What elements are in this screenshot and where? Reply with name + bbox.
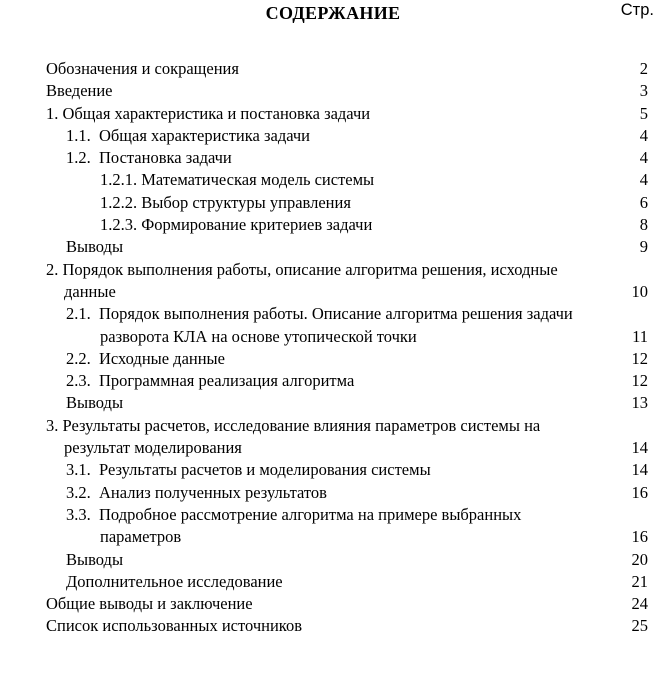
- toc-entry-text: Список использованных источников: [46, 616, 302, 636]
- toc-entry-text: 1.2.1. Математическая модель системы: [100, 170, 375, 190]
- toc-entry-text-line1: 2. Порядок выполнения работы, описание алгоритма решения, исходные: [46, 259, 558, 279]
- toc-entry: [0, 259, 666, 304]
- toc-entry: [0, 147, 666, 169]
- toc-entry: [0, 236, 666, 258]
- toc-entry-text: 3.2. Анализ полученных результатов: [66, 482, 327, 502]
- toc-entry-text: Выводы: [66, 549, 124, 569]
- toc-entry-text-line2: результат моделирования: [64, 438, 242, 458]
- toc-entry: [0, 504, 666, 549]
- toc-entry-text: 2.3. Программная реализация алгоритма: [66, 371, 355, 391]
- toc-entry: [0, 392, 666, 414]
- toc-entry: [0, 370, 666, 392]
- toc-entry: [0, 571, 666, 593]
- toc-entry-page: 6: [639, 192, 648, 212]
- toc-entry-text-line2: параметров: [100, 527, 182, 547]
- toc-entry-text: Дополнительное исследование: [66, 571, 283, 591]
- toc-entry-text-line2: данные: [64, 281, 116, 301]
- toc-entry-page: 8: [639, 215, 648, 235]
- toc-entry: [0, 103, 666, 125]
- toc-entry-text: 1.2.3. Формирование критериев задачи: [100, 215, 373, 235]
- toc-entry: [0, 214, 666, 236]
- toc-entry: [0, 125, 666, 147]
- toc-entry: [0, 615, 666, 637]
- table-of-contents: [0, 58, 666, 638]
- toc-entry-text: Выводы: [66, 393, 124, 413]
- toc-entry: [0, 80, 666, 102]
- toc-entry-page: 5: [639, 103, 648, 123]
- toc-entry-page: 11: [632, 326, 648, 346]
- toc-entry-page: 16: [631, 527, 648, 547]
- toc-entry-page: 12: [631, 371, 648, 391]
- toc-entry: [0, 169, 666, 191]
- page-title: СОДЕРЖАНИЕ: [265, 3, 401, 23]
- toc-entry-page: 21: [631, 571, 648, 591]
- toc-entry: [0, 415, 666, 460]
- toc-entry-page: 4: [639, 125, 648, 145]
- toc-entry: [0, 303, 666, 348]
- toc-entry-page: 9: [639, 237, 648, 257]
- toc-entry-page: 16: [631, 482, 648, 502]
- toc-entry-text-line1: 3. Результаты расчетов, исследование влияния параметров системы на: [46, 415, 541, 435]
- toc-entry-page: 14: [631, 438, 648, 458]
- toc-entry-page: 13: [631, 393, 648, 413]
- toc-entry-page: 14: [631, 460, 648, 480]
- toc-entry-text: Выводы: [66, 237, 124, 257]
- toc-entry: [0, 593, 666, 615]
- toc-entry-text: Введение: [46, 81, 113, 101]
- toc-entry-text-line2: разворота КЛА на основе утопической точки: [100, 326, 417, 346]
- toc-entry-text-line1: 2.1. Порядок выполнения работы. Описание алгоритма решения задачи: [66, 304, 573, 324]
- page-column-label: Стр.: [620, 1, 654, 19]
- toc-entry-text: 1. Общая характеристика и постановка задачи: [46, 103, 371, 123]
- toc-entry-page: 12: [631, 348, 648, 368]
- toc-entry: [0, 348, 666, 370]
- toc-entry-page: 3: [639, 81, 648, 101]
- toc-entry: [0, 58, 666, 80]
- toc-entry-page: 24: [631, 594, 648, 614]
- toc-entry-text: 2.2. Исходные данные: [66, 348, 225, 368]
- toc-entry-page: 10: [631, 281, 648, 301]
- toc-entry-page: 4: [639, 148, 648, 168]
- toc-entry-text: 3.1. Результаты расчетов и моделирования системы: [66, 460, 431, 480]
- toc-entry-text: 1.2. Постановка задачи: [66, 148, 232, 168]
- toc-entry: [0, 192, 666, 214]
- toc-entry: [0, 482, 666, 504]
- toc-entry-page: 2: [639, 59, 648, 78]
- toc-entry-page: 4: [639, 170, 648, 190]
- toc-entry-text: Обозначения и сокращения: [46, 59, 239, 78]
- toc-entry-page: 20: [631, 549, 648, 569]
- toc-entry-text: Общие выводы и заключение: [46, 594, 253, 614]
- toc-entry-page: 25: [631, 616, 648, 636]
- toc-entry-text-line1: 3.3. Подробное рассмотрение алгоритма на примере выбранных: [66, 504, 522, 524]
- toc-entry: [0, 549, 666, 571]
- toc-entry-text: 1.1. Общая характеристика задачи: [66, 125, 311, 145]
- toc-entry: [0, 459, 666, 481]
- toc-entry-text: 1.2.2. Выбор структуры управления: [100, 192, 351, 212]
